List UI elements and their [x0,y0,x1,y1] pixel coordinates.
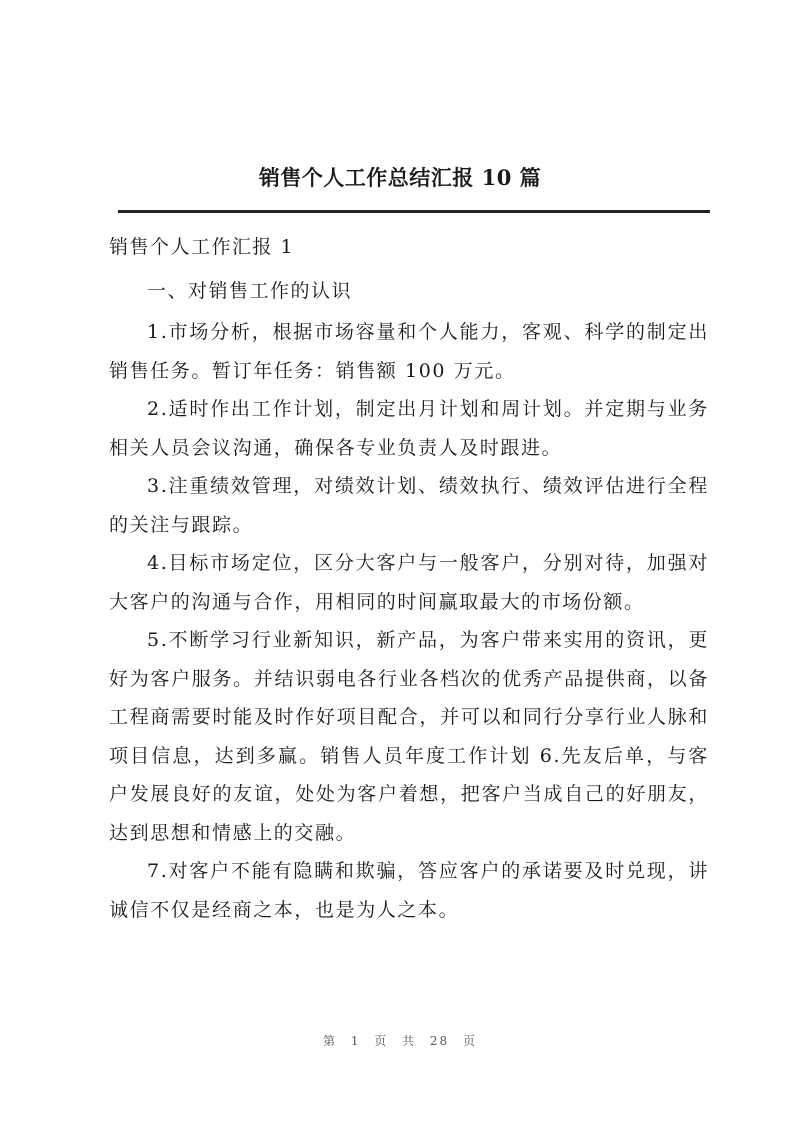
page-footer: 第 1 页 共 28 页 [323,1034,477,1048]
document-title: 销售个人工作总结汇报 10 篇 [258,165,542,190]
paragraph: 7.对客户不能有隐瞒和欺骗，答应客户的承诺要及时兑现，讲诚信不仅是经商之本，也是为人之本。 [109,860,709,921]
body-text [109,313,709,929]
paragraph: 5.不断学习行业新知识，新产品，为客户带来实用的资讯，更好为客户服务。并结识弱电各行业各档次的优秀产品提供商，以备工程商需要时能及时作好项目配合，并可以和同行分享行业人脉和项目信息，达到多赢。销售人员年度工作计划 6.先友后单，与客户发展良好的友谊，处处为客户着想，把客户当成自己的好朋友，达到思想和情感上的交融。 [109,629,709,844]
paragraph: 2.适时作出工作计划，制定出月计划和周计划。并定期与业务相关人员会议沟通，确保各专业负责人及时跟进。 [109,398,709,459]
paragraph: 1.市场分析，根据市场容量和个人能力，客观、科学的制定出销售任务。暂订年任务：销售额 100 万元。 [109,321,709,382]
sub-heading: 一、对销售工作的认识 [147,280,353,302]
paragraph: 4.目标市场定位，区分大客户与一般客户，分别对待，加强对大客户的沟通与合作，用相同的时间赢取最大的市场份额。 [109,552,709,613]
title-divider [118,210,710,213]
section-heading: 销售个人工作汇报 1 [109,236,295,258]
paragraph: 3.注重绩效管理，对绩效计划、绩效执行、绩效评估进行全程的关注与跟踪。 [109,475,709,536]
